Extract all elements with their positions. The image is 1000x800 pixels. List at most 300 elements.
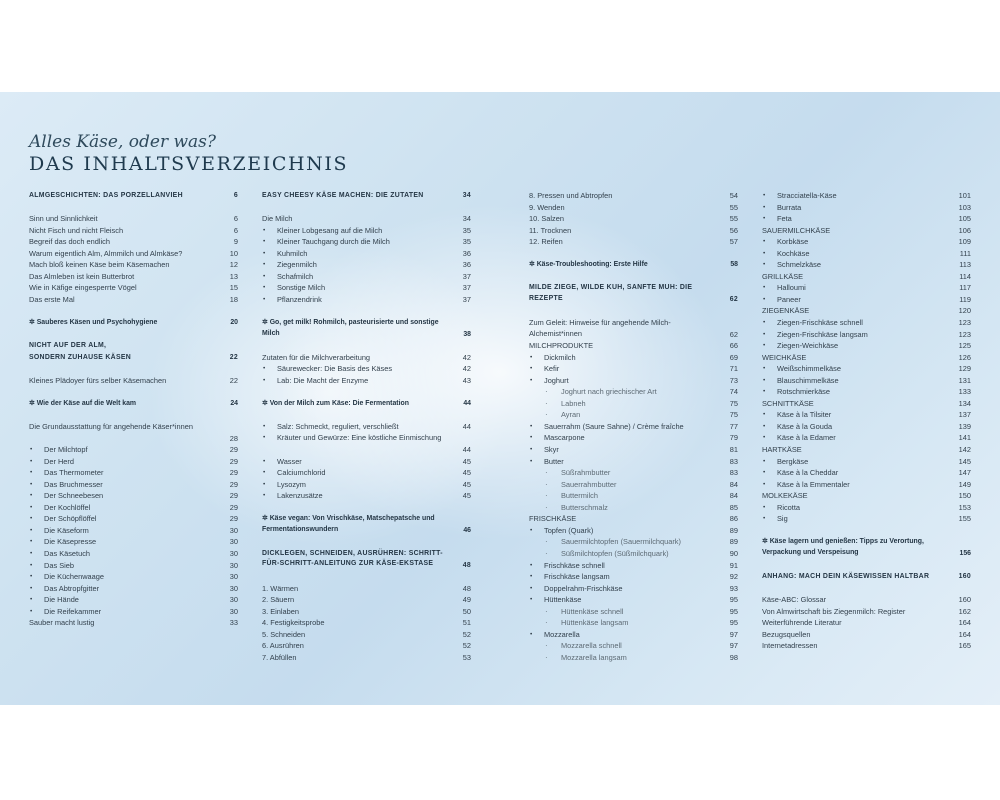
toc-subentry (29, 583, 238, 595)
toc-entry (29, 213, 238, 225)
toc-entry (529, 225, 738, 237)
toc-entry-title: Doppelrahm-Frischkäse (544, 583, 623, 593)
toc-entry-title: Süßmilchtopfen (Süßmilchquark) (561, 548, 669, 558)
toc-subentry (262, 432, 471, 455)
toc-entry-title: 2. Säuern (262, 595, 295, 605)
toc-page-number: 22 (229, 353, 238, 361)
toc-subentry (262, 294, 471, 306)
toc-subentry (529, 594, 738, 606)
toc-page-number: 54 (729, 191, 738, 200)
toc-entry-title: Schmelzkäse (777, 260, 821, 270)
toc-page-number: 37 (462, 271, 471, 281)
toc-entry (262, 352, 471, 364)
toc-page-number: 56 (729, 225, 738, 235)
toc-page-number: 84 (729, 479, 738, 489)
toc-page-number: 51 (462, 618, 471, 628)
toc-entry (529, 340, 738, 352)
toc-subentry (762, 259, 971, 271)
toc-entry-title: Ayran (561, 410, 581, 420)
toc-subentry (529, 456, 738, 468)
toc-page-number: 6 (233, 214, 238, 224)
toc-page-number: 155 (958, 514, 971, 524)
toc-entry-title: ✲ Wie der Käse auf die Welt kam (29, 399, 137, 407)
toc-subentry (262, 467, 471, 479)
toc-entry-title: DICKLEGEN, SCHNEIDEN, AUSRÜHREN: SCHRITT-FÜR-SCHRITT-ANLEITUNG ZUR KÄSE-EKSTASE (262, 549, 443, 568)
toc-entry-title: Hüttenkäse langsam (561, 618, 629, 628)
toc-entry-title: Rotschmierkäse (777, 387, 830, 397)
toc-spacer (262, 386, 471, 398)
toc-spacer (262, 340, 471, 352)
toc-entry-title: Der Herd (44, 456, 74, 466)
toc-subentry (529, 583, 738, 595)
toc-subsubentry (529, 490, 738, 502)
toc-entry-title: Die Käseform (44, 525, 89, 535)
toc-page-number: 53 (462, 652, 471, 662)
toc-entry-title: Mach bloß keinen Käse beim Käsemachen (29, 260, 170, 270)
toc-entry-title: Sauerrahm (Saure Sahne) / Crème fraîche (544, 421, 684, 431)
toc-page-number: 97 (729, 629, 738, 639)
toc-spacer (262, 409, 471, 421)
toc-subentry (762, 421, 971, 433)
toc-page-number: 24 (230, 399, 238, 407)
toc-subentry (762, 467, 971, 479)
toc-subentry (29, 536, 238, 548)
toc-entry-title: Bezugsquellen (762, 629, 811, 639)
toc-entry (29, 617, 238, 629)
toc-page-number: 44 (463, 399, 471, 407)
toc-entry-title: Lakenzusätze (277, 491, 323, 501)
toc-subentry (762, 502, 971, 514)
toc-subentry (29, 525, 238, 537)
toc-subsubentry (529, 386, 738, 398)
toc-entry (762, 271, 971, 283)
toc-entry-title: 10. Salzen (529, 214, 564, 224)
toc-page-number: 131 (958, 375, 971, 385)
toc-subentry (262, 225, 471, 237)
toc-page-number: 38 (463, 331, 471, 339)
toc-entry-title: Schafmilch (277, 271, 314, 281)
toc-page-number: 62 (729, 296, 738, 304)
toc-page-number: 29 (229, 479, 238, 489)
toc-page-number: 57 (729, 237, 738, 247)
toc-entry-title: Käse à la Gouda (777, 421, 833, 431)
toc-page-number: 62 (729, 330, 738, 340)
toc-entry-title: MILDE ZIEGE, WILDE KUH, SANFTE MUH: DIE REZEPTE (529, 284, 693, 302)
toc-subsubentry (529, 502, 738, 514)
toc-entry-title: 5. Schneiden (262, 629, 306, 639)
toc-subentry (29, 479, 238, 491)
toc-subsubentry (529, 536, 738, 548)
toc-entry-title: Sig (777, 514, 788, 524)
toc-spacer (29, 329, 238, 341)
toc-entry (762, 398, 971, 410)
toc-page-number: 13 (229, 271, 238, 281)
toc-entry-title: MOLKEKÄSE (762, 491, 808, 501)
toc-page-number: 89 (729, 525, 738, 535)
toc-page-number: 77 (729, 421, 738, 431)
toc-entry-title: ✲ Käse lagern und genießen: Tipps zu Verortung, Verpackung und Verspeisung (762, 538, 924, 556)
toc-page-number: 37 (462, 294, 471, 304)
toc-page-number: 48 (462, 583, 471, 593)
toc-page-number: 30 (229, 548, 238, 558)
toc-entry-title: Stracciatella-Käse (777, 191, 837, 200)
toc-page-number: 35 (462, 225, 471, 235)
toc-subsubentry (529, 617, 738, 629)
toc-page-number: 75 (729, 410, 738, 420)
toc-subentry (29, 467, 238, 479)
toc-page-number: 28 (229, 433, 238, 443)
toc-entry-title: GRILLKÄSE (762, 271, 804, 281)
toc-entry (29, 259, 238, 271)
toc-entry-title: Mozzarella schnell (561, 641, 622, 651)
toc-entry-title: 3. Einlaben (262, 606, 299, 616)
toc-page-number: 36 (462, 260, 471, 270)
toc-chapter-heading (262, 190, 471, 202)
toc-entry-title: Weiterführende Literatur (762, 618, 842, 628)
toc-page-number: 109 (958, 237, 971, 247)
toc-entry-title: 7. Abfüllen (262, 652, 297, 662)
toc-page-number: 125 (958, 341, 971, 351)
toc-entry-title: Das Sieb (44, 560, 74, 570)
toc-entry (262, 213, 471, 225)
toc-entry-title: Die Hände (44, 595, 79, 605)
toc-entry (762, 594, 971, 606)
toc-page-number: 91 (729, 560, 738, 570)
toc-entry-title: Das Käsetuch (44, 548, 91, 558)
toc-chapter-heading (529, 282, 738, 305)
toc-entry (262, 594, 471, 606)
toc-subentry (529, 363, 738, 375)
toc-chapter-heading (29, 352, 238, 364)
toc-subentry (529, 571, 738, 583)
toc-entry-title: ✲ Käse vegan: Von Vrischkäse, Matschepatsche und Fermentationswundern (262, 515, 435, 533)
toc-page-number: 160 (958, 573, 971, 581)
toc-page-number: 44 (462, 445, 471, 455)
toc-entry (262, 617, 471, 629)
toc-entry-title: Zum Geleit: Hinweise für angehende Milch-Alchemist*innen (529, 318, 671, 338)
toc-special-section (262, 317, 471, 340)
toc-spacer (262, 571, 471, 583)
toc-subentry (529, 352, 738, 364)
toc-page-number: 58 (730, 261, 738, 269)
toc-entry-title: Käse à la Tilsiter (777, 410, 832, 420)
toc-entry-title: Kleiner Lobgesang auf die Milch (277, 225, 383, 235)
toc-column-4 (762, 190, 971, 652)
toc-entry-title: Warum eigentlich Alm, Almmilch und Almkäse? (29, 248, 183, 258)
toc-page-number: 83 (729, 468, 738, 478)
toc-subentry (262, 375, 471, 387)
toc-page-number: 117 (959, 283, 971, 293)
toc-entry (529, 190, 738, 202)
toc-page-number: 12 (229, 260, 238, 270)
toc-subsubentry (529, 640, 738, 652)
toc-subentry (529, 444, 738, 456)
toc-page-number: 29 (229, 491, 238, 501)
toc-page-number: 126 (958, 352, 971, 362)
toc-entry-title: Käse à la Emmentaler (777, 479, 850, 489)
toc-entry-title: HARTKÄSE (762, 445, 802, 455)
toc-page-number: 30 (229, 560, 238, 570)
toc-subentry (262, 236, 471, 248)
toc-page-number: 69 (729, 352, 738, 362)
toc-entry-title: 6. Ausrühren (262, 641, 304, 651)
toc-entry (262, 629, 471, 641)
toc-page-number: 34 (462, 214, 471, 224)
toc-entry (29, 248, 238, 260)
toc-entry-title: ANHANG: MACH DEIN KÄSEWISSEN HALTBAR (762, 573, 930, 581)
toc-page-number: 83 (729, 456, 738, 466)
toc-entry (762, 490, 971, 502)
toc-entry-title: ✲ Käse-Troubleshooting: Erste Hilfe (529, 261, 648, 269)
toc-entry-title: ✲ Sauberes Käsen und Psychohygiene (29, 319, 158, 327)
toc-entry (262, 606, 471, 618)
toc-subentry (29, 594, 238, 606)
toc-spacer (29, 202, 238, 214)
toc-entry (29, 375, 238, 387)
toc-entry-title: Burrata (777, 202, 802, 212)
toc-page-number: 86 (729, 514, 738, 524)
toc-entry-title: Buttermilch (561, 491, 598, 501)
toc-page-number: 10 (229, 248, 238, 258)
toc-entry-title: Kefir (544, 364, 560, 374)
toc-subentry (29, 560, 238, 572)
toc-page-number: 9 (233, 237, 238, 247)
toc-subentry (762, 456, 971, 468)
toc-entry-title: Weißschimmelkäse (777, 364, 841, 374)
toc-page-number: 45 (462, 456, 471, 466)
toc-page-number: 18 (229, 294, 238, 304)
toc-chapter-heading (29, 340, 238, 352)
toc-entry-title: Ricotta (777, 502, 801, 512)
toc-subentry (762, 513, 971, 525)
toc-entry (762, 617, 971, 629)
toc-entry-title: Labneh (561, 398, 586, 408)
toc-page-number: 119 (959, 294, 971, 304)
toc-subsubentry (529, 398, 738, 410)
toc-entry-title: Wasser (277, 456, 302, 466)
toc-entry-title: Ziegen-Frischkäse langsam (777, 329, 868, 339)
toc-entry-title: Der Milchtopf (44, 445, 88, 455)
toc-entry (29, 282, 238, 294)
toc-entry-title: SCHNITTKÄSE (762, 398, 814, 408)
toc-entry-title: ZIEGENKÄSE (762, 306, 810, 316)
toc-entry-title: • Kräuter und Gewürze: Eine köstliche Einmischung (277, 433, 442, 443)
toc-entry-title: WEICHKÄSE (762, 352, 807, 362)
toc-page-number: 43 (462, 375, 471, 385)
toc-page-number: 81 (729, 445, 738, 455)
toc-entry-title: Der Kochlöffel (44, 502, 91, 512)
toc-entry-title: Paneer (777, 294, 801, 304)
toc-subentry (762, 282, 971, 294)
toc-subentry (762, 317, 971, 329)
toc-entry-title: Das Thermometer (44, 468, 104, 478)
toc-page-number: 66 (729, 341, 738, 351)
toc-entry (262, 583, 471, 595)
toc-spacer (29, 305, 238, 317)
toc-entry-title: Mozzarella (544, 629, 580, 639)
toc-entry-title: Süßrahmbutter (561, 468, 611, 478)
toc-page-number: 55 (729, 214, 738, 224)
toc-entry (762, 640, 971, 652)
toc-entry-title: Halloumi (777, 283, 806, 293)
toc-entry-title: Dickmilch (544, 352, 576, 362)
toc-subsubentry (529, 606, 738, 618)
toc-entry (762, 444, 971, 456)
toc-page-number: 90 (729, 548, 738, 558)
toc-page-number: 111 (959, 248, 971, 258)
toc-page-number: 89 (729, 537, 738, 547)
toc-entry-title: 11. Trocknen (529, 225, 572, 235)
toc-entry-title: 8. Pressen und Abtropfen (529, 191, 613, 200)
toc-entry-title: Lab: Die Macht der Enzyme (277, 375, 369, 385)
toc-entry-title: Das Abtropfgitter (44, 583, 100, 593)
toc-page-number: 120 (958, 306, 971, 316)
toc-subentry (29, 513, 238, 525)
toc-spacer (529, 248, 738, 260)
toc-entry (29, 421, 238, 444)
toc-entry-title: Käse à la Cheddar (777, 468, 839, 478)
toc-entry-title: Die Grundausstattung für angehende Käser*innen (29, 421, 193, 431)
toc-entry (29, 271, 238, 283)
toc-spacer (762, 560, 971, 572)
toc-subsubentry (529, 467, 738, 479)
toc-subentry (762, 340, 971, 352)
toc-spacer (262, 202, 471, 214)
toc-special-section (262, 398, 471, 410)
toc-entry-title: Ziegen-Weichkäse (777, 341, 839, 351)
toc-page-number: 106 (958, 225, 971, 235)
toc-entry-title: Kuhmilch (277, 248, 308, 258)
toc-spacer (262, 536, 471, 548)
toc-page-number: 29 (229, 514, 238, 524)
toc-page-number: 95 (729, 618, 738, 628)
toc-column-2 (262, 190, 471, 663)
toc-column-1 (29, 190, 238, 629)
toc-entry (529, 213, 738, 225)
toc-subentry (262, 363, 471, 375)
toc-column-3 (529, 190, 738, 663)
toc-entry (762, 305, 971, 317)
toc-spacer (262, 502, 471, 514)
toc-page-number: 30 (229, 583, 238, 593)
toc-subentry (262, 479, 471, 491)
toc-page-number: 30 (229, 537, 238, 547)
toc-entry-title: EASY CHEESY KÄSE MACHEN: DIE ZUTATEN (262, 192, 424, 199)
toc-entry-title: Mozzarella langsam (561, 652, 627, 662)
toc-special-section (262, 513, 471, 536)
toc-spacer (762, 525, 971, 537)
toc-page-number: 150 (958, 491, 971, 501)
toc-entry-title: Nicht Fisch und nicht Fleisch (29, 225, 124, 235)
toc-page-number: 133 (958, 387, 971, 397)
toc-spacer (262, 305, 471, 317)
toc-entry-title: Der Schneebesen (44, 491, 104, 501)
toc-subentry (762, 432, 971, 444)
toc-entry-title: Salz: Schmeckt, reguliert, verschließt (277, 421, 399, 431)
toc-subsubentry (529, 409, 738, 421)
toc-page-number: 45 (462, 479, 471, 489)
toc-chapter-heading (262, 548, 471, 571)
toc-subentry (762, 236, 971, 248)
toc-page-number: 30 (229, 572, 238, 582)
toc-entry-title: Käse à la Edamer (777, 433, 836, 443)
toc-page-number: 165 (958, 641, 971, 651)
toc-subentry (29, 490, 238, 502)
toc-page-number: 29 (229, 445, 238, 455)
toc-subsubentry (529, 652, 738, 664)
toc-page-number: 149 (958, 479, 971, 489)
toc-page-number: 105 (958, 214, 971, 224)
toc-page-number: 147 (958, 468, 971, 478)
toc-subentry (529, 375, 738, 387)
toc-subentry (762, 294, 971, 306)
toc-page-number: 55 (729, 202, 738, 212)
toc-page-number: 95 (729, 606, 738, 616)
toc-subentry (762, 213, 971, 225)
toc-entry-title: Kleiner Tauchgang durch die Milch (277, 237, 390, 247)
toc-page-number: 156 (959, 550, 971, 558)
toc-entry-title: MILCHPRODUKTE (529, 341, 594, 351)
toc-entry-title: Die Milch (262, 214, 293, 224)
toc-spacer (762, 583, 971, 595)
toc-page-number: 153 (958, 502, 971, 512)
toc-page-number: 134 (958, 398, 971, 408)
page-subtitle: Alles Käse, oder was? (29, 132, 216, 152)
toc-entry-title: Korbkäse (777, 237, 809, 247)
toc-page-number: 29 (229, 468, 238, 478)
page-title: DAS INHALTSVERZEICHNIS (29, 153, 349, 175)
toc-page-number: 123 (958, 329, 971, 339)
toc-entry-title: Topfen (Quark) (544, 525, 594, 535)
toc-subsubentry (529, 479, 738, 491)
toc-special-section (29, 317, 238, 329)
toc-entry (262, 652, 471, 664)
toc-page-number: 6 (233, 192, 238, 199)
toc-page-number: 74 (729, 387, 738, 397)
toc-page-number: 35 (462, 237, 471, 247)
toc-subentry (529, 560, 738, 572)
toc-page-number: 84 (729, 491, 738, 501)
toc-subentry (762, 479, 971, 491)
toc-entry-title: Das erste Mal (29, 294, 75, 304)
toc-entry-title: Die Reifekammer (44, 606, 102, 616)
toc-special-section (529, 259, 738, 271)
toc-entry (529, 202, 738, 214)
toc-page-number: 34 (462, 192, 471, 199)
toc-page-number: 37 (462, 283, 471, 293)
toc-entry-title: Hüttenkäse (544, 595, 582, 605)
toc-spacer (29, 386, 238, 398)
toc-entry (29, 225, 238, 237)
toc-entry-title: Skyr (544, 445, 559, 455)
toc-subentry (29, 502, 238, 514)
toc-entry-title: Blauschimmelkäse (777, 375, 839, 385)
toc-page-number: 113 (959, 260, 971, 270)
toc-page-number: 6 (233, 225, 238, 235)
toc-page-number: 15 (229, 283, 238, 293)
toc-entry-title: Die Käsepresse (44, 537, 97, 547)
toc-subentry (762, 248, 971, 260)
toc-page-number: 145 (958, 456, 971, 466)
toc-special-section (762, 536, 971, 559)
toc-subentry (762, 386, 971, 398)
toc-page-number: 141 (958, 433, 971, 443)
toc-page-number: 52 (462, 629, 471, 639)
toc-page-number: 71 (729, 364, 738, 374)
toc-entry-title: Feta (777, 214, 792, 224)
toc-entry-title: 9. Wenden (529, 202, 565, 212)
toc-page-number: 129 (958, 364, 971, 374)
